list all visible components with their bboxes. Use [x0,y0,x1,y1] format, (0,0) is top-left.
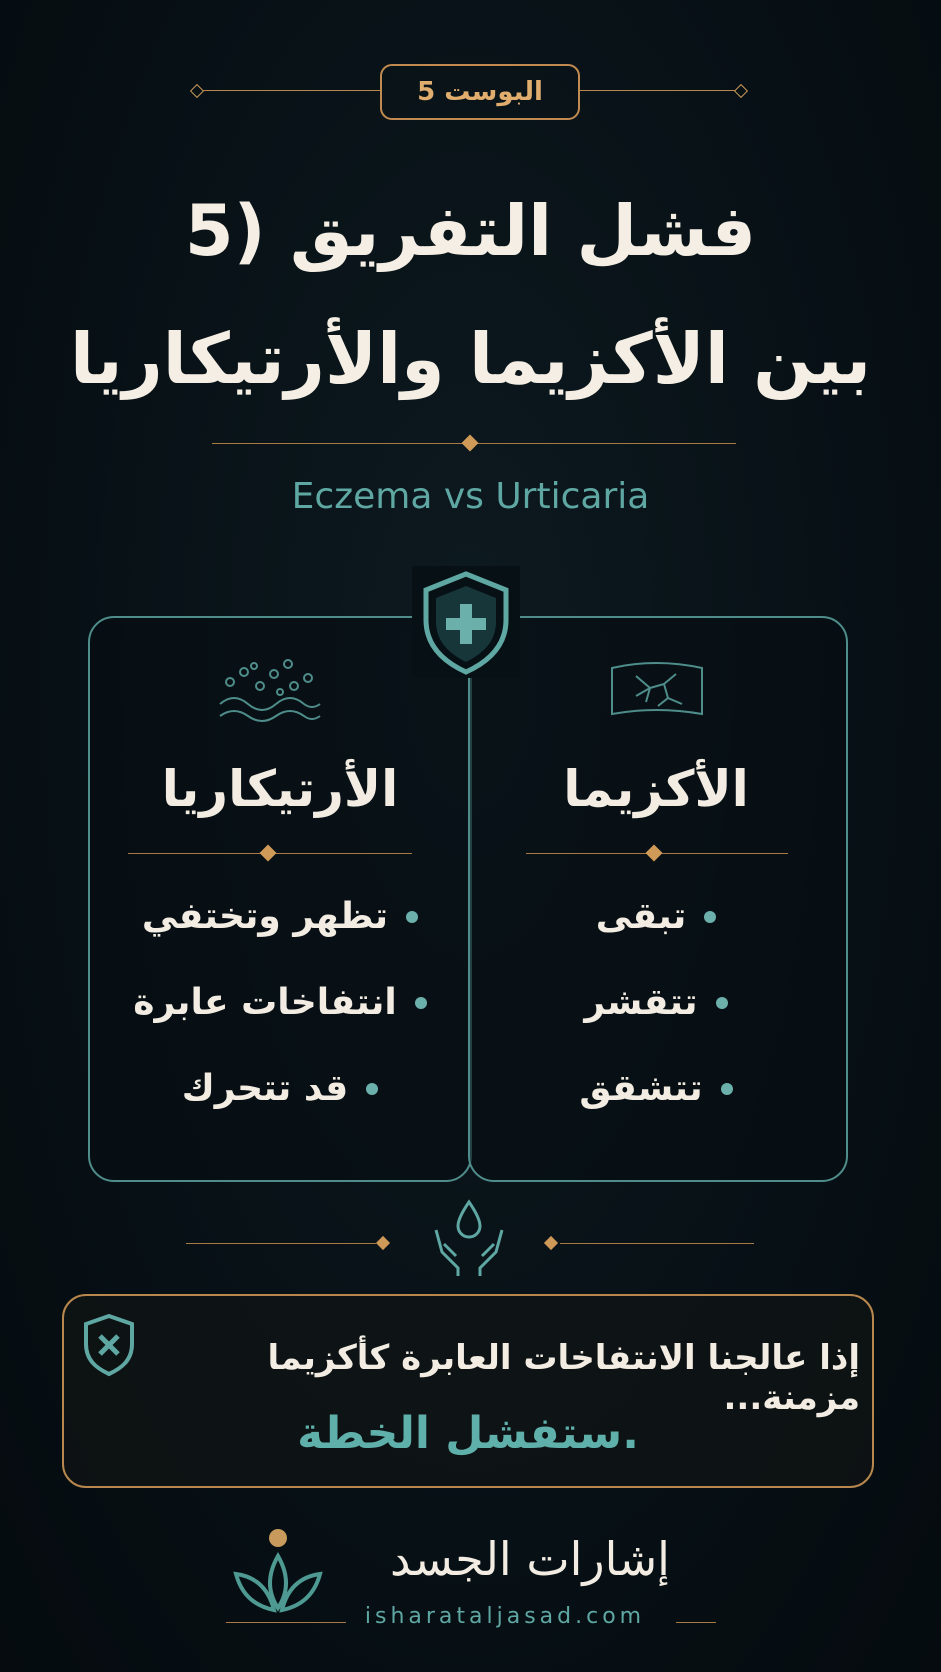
eczema-item: تتشقق [486,1068,826,1109]
badge-line-right [580,90,740,91]
brand-name: إشارات الجسد [390,1532,670,1586]
middle-divider-left [186,1243,376,1244]
hives-icon [214,658,324,724]
hands-drop-icon [428,1196,510,1278]
badge-line-left [196,90,380,91]
warning-conclusion: ستفشل الخطة. [297,1408,639,1459]
subtitle: Eczema vs Urticaria [291,476,650,517]
page-title-line1: 5) فشل التفريق [184,190,757,272]
eczema-item: تبقى [486,896,826,937]
website-link[interactable]: isharataljasad.com [364,1604,646,1629]
lotus-logo-icon [226,1528,336,1616]
middle-diamond-right [544,1236,558,1250]
badge-ornament-left [190,84,204,98]
middle-diamond-left [376,1236,390,1250]
brand-line-left [226,1622,346,1623]
title-divider-diamond [462,435,479,452]
badge-ornament-right [734,84,748,98]
urticaria-item: انتفاخات عابرة [110,982,450,1023]
warning-text: إذا عالجنا الانتفاخات العابرة كأكزيما مزمنة... [267,1338,860,1418]
urticaria-title: الأرتيكاريا [161,760,399,818]
brand-line-right [676,1622,716,1623]
cracked-skin-icon [606,658,708,724]
shield-x-icon [80,1312,138,1378]
eczema-item: تتقشر [486,982,826,1023]
page-title-line2: بين الأكزيما والأرتيكاريا [69,318,872,400]
post-badge: البوست 5 [380,64,580,120]
urticaria-item: تظهر وتختفي [110,896,450,937]
urticaria-item: قد تتحرك [110,1068,450,1109]
middle-divider-right [560,1243,754,1244]
shield-plus-icon [412,566,520,678]
eczema-title: الأكزيما [563,760,749,818]
